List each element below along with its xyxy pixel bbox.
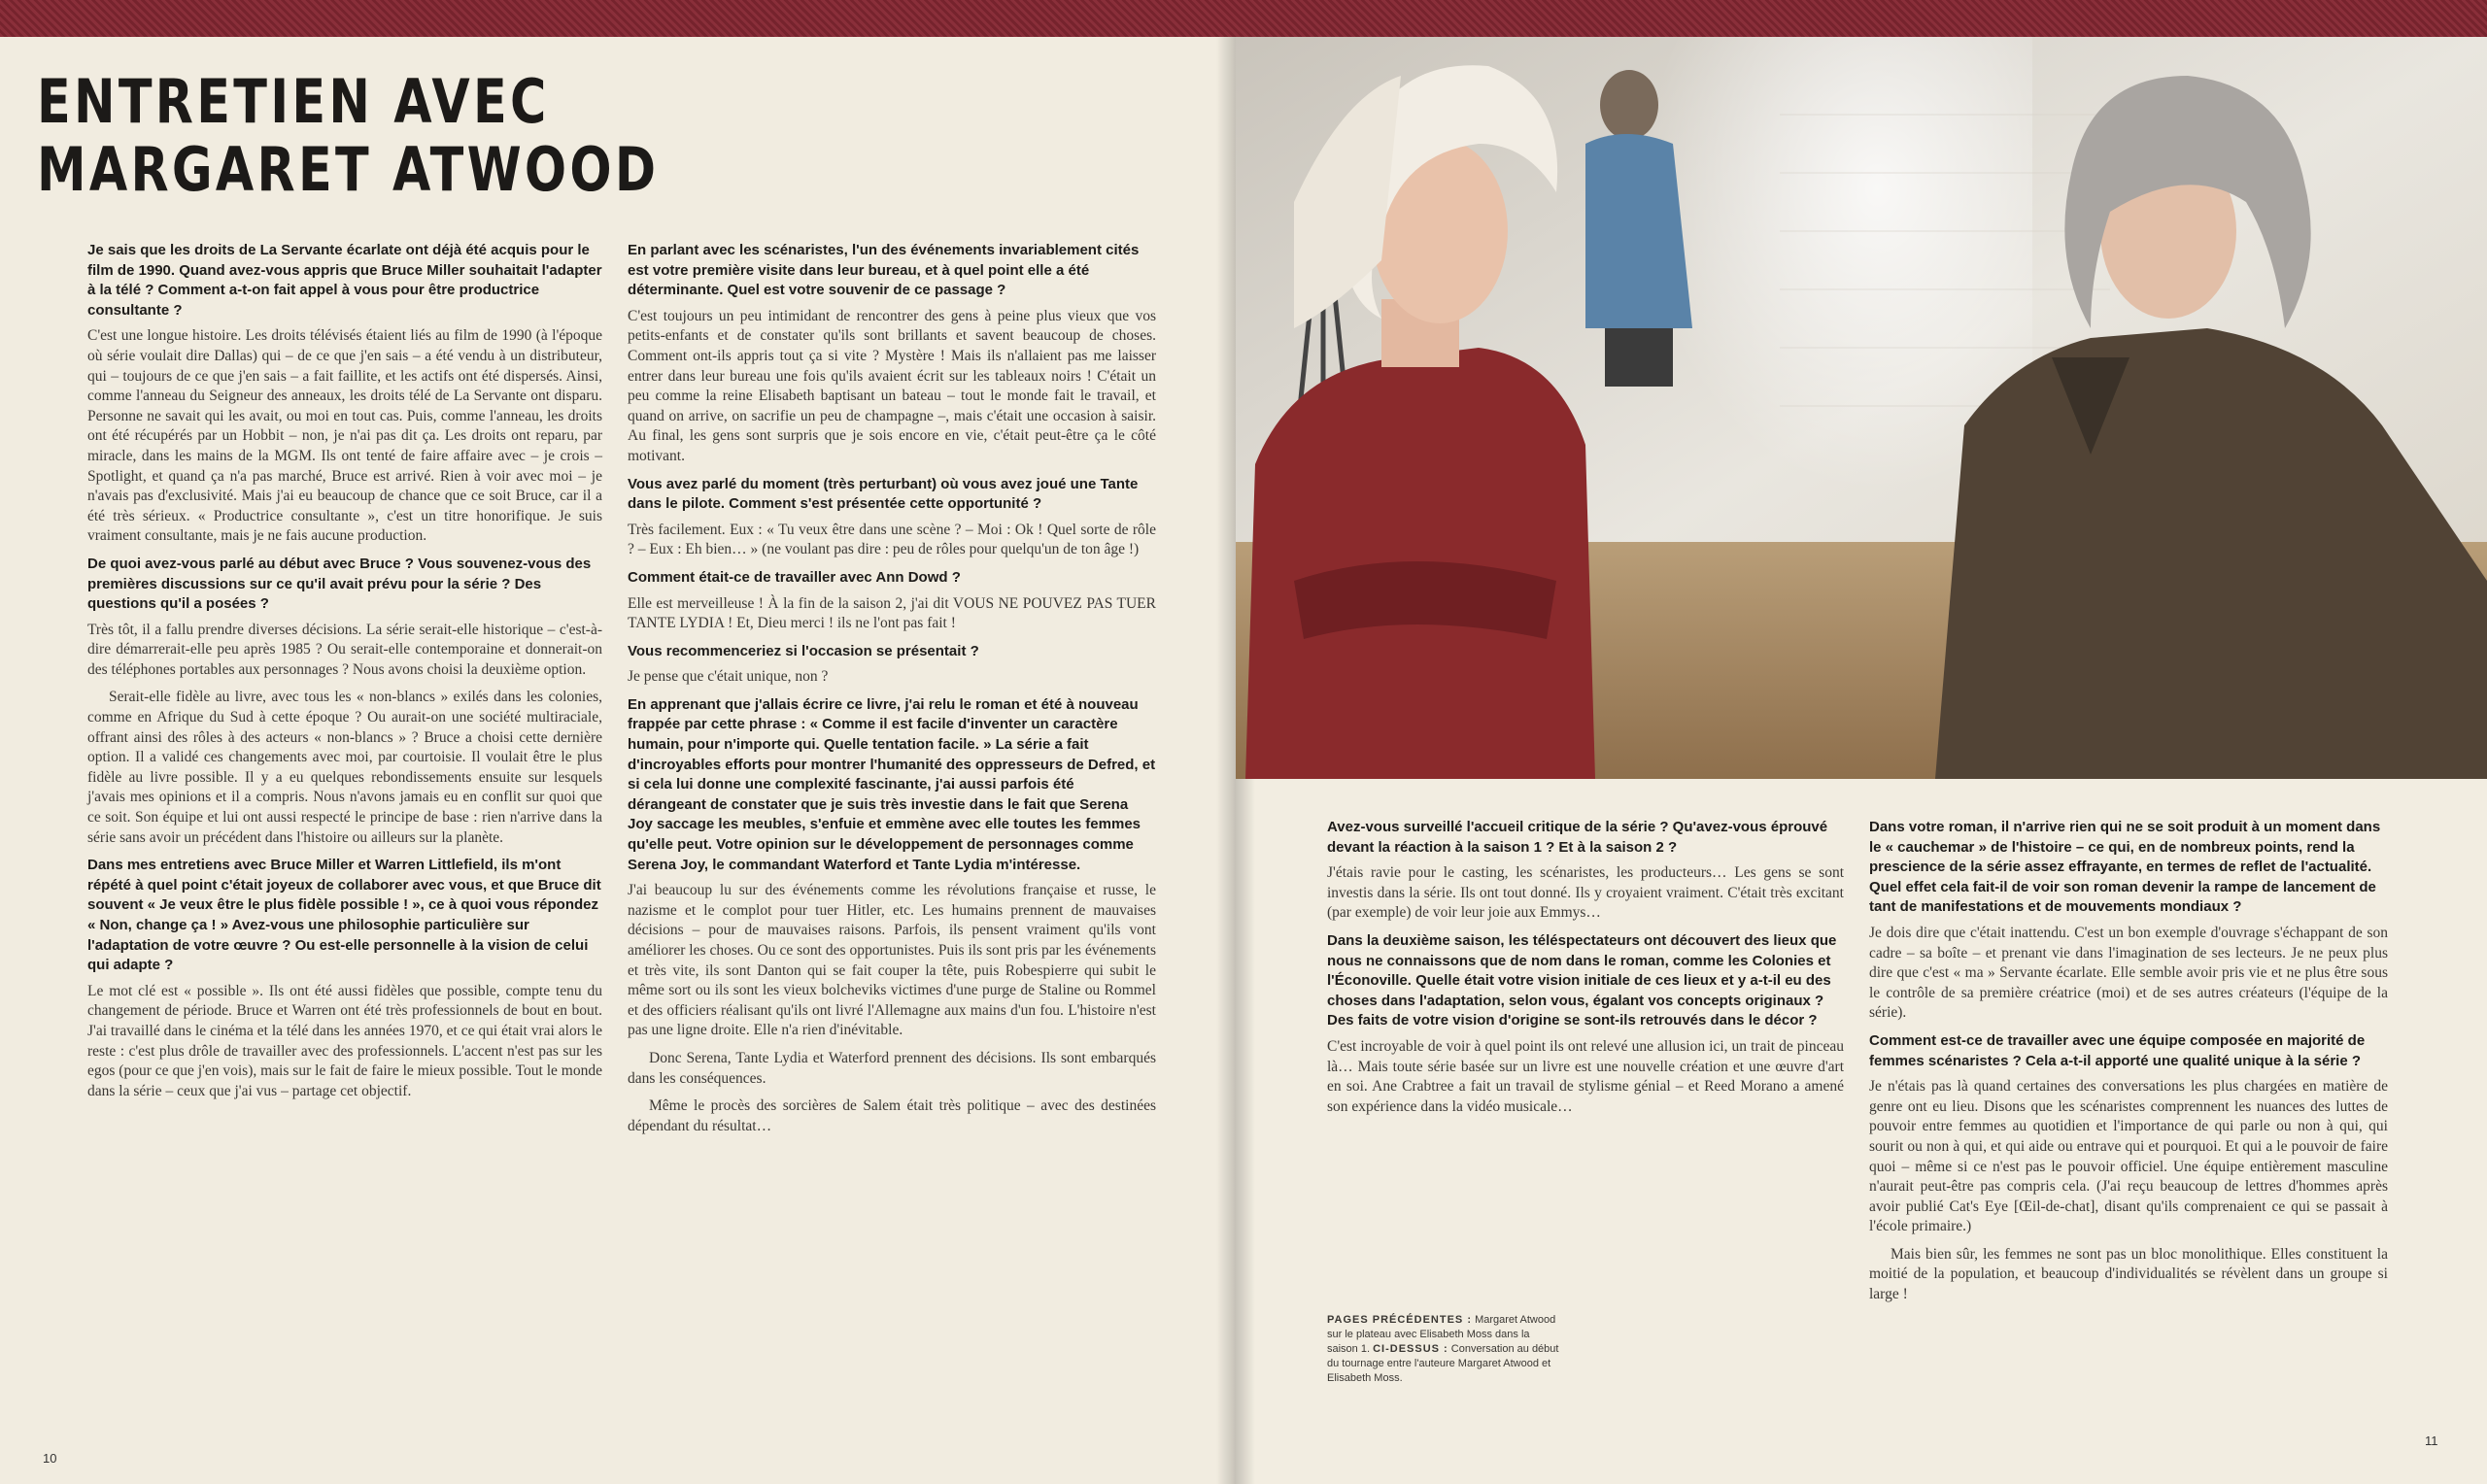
question: Dans la deuxième saison, les téléspectateurs ont découvert des lieux que nous ne connaissons que de nom dans le roman, comme les Colonies et l'Éconoville. Quelle était votre vision initiale de ces lieux et y a-t-il eu des choses dans l'adaptation, selon vous, égalant vos concepts originaux ? Des faits de votre vision d'origine se sont-ils retrouvés dans le décor ?: [1327, 931, 1837, 1029]
title-line-2: MARGARET ATWOOD: [37, 134, 660, 205]
question: Comment était-ce de travailler avec Ann Dowd ?: [628, 568, 961, 586]
caption-heading: CI-DESSUS :: [1373, 1343, 1448, 1355]
question: Avez-vous surveillé l'accueil critique de la série ? Qu'avez-vous éprouvé devant la réaction à la saison 1 ? Et à la saison 2 ?: [1327, 819, 1828, 856]
question: En apprenant que j'allais écrire ce livre, j'ai relu le roman et été à nouveau frappée par cette phrase : « Comme il est facile d'inventer un caractère humain, pour n'importe qui. Quelle tentation facile. » La série a fait d'incroyables efforts pour montrer l'humanité des oppresseurs de Defred, et si cela lui donne une complexité fascinante, j'ai aussi parfois été dérangeant de constater que je suis très investie dans le fait que Serena Joy saccage les meubles, s'enfuie et emmène avec elle toutes les femmes qu'elle peut. Votre opinion sur le développement de personnages comme Serena Joy, le commandant Waterford et Tante Lydia m'intéresse.: [628, 695, 1156, 873]
column-4: [1869, 818, 2388, 1313]
answer: Même le procès des sorcières de Salem était très politique – avec des destinées dépendant du résultat…: [628, 1097, 1156, 1134]
answer: Serait-elle fidèle au livre, avec tous les « non-blancs » exilés dans les colonies, comme en Afrique du Sud à cette époque ? Ou aurait-on une société multiraciale, offrant ainsi des rôles à des acteurs « non-blancs » ? Bruce a choisi cette dernière option. Il a validé ces changements avec moi, par courtoisie. Il voulait être le plus fidèle au livre possible. Il y a eu quelques rebondissements ensuite sur lesquels j'avais mes opinions et il a compris. Nous n'avons jamais eu en conflit sur quoi que ce soit. Son équipe et lui ont aussi respecté le principe de base : rien n'arrive dans la série sans avoir un précédent dans l'histoire ou ailleurs sur la planète.: [87, 689, 602, 846]
answer: J'ai beaucoup lu sur des événements comme les révolutions française et russe, le nazisme et le complot pour tuer Hitler, etc. Les humains prennent de mauvaises décisions – pour de mauvaises raisons. Parfois, ils pensent vraiment qu'ils vont améliorer les choses. Ou ce sont des opportunistes. Puis ils sont pris par les événements et très vite, ils sont Danton qui se fait couper la tête, puis Robespierre qui subit le même sort ou ils sont les vieux bolcheviks victimes d'une purge de Staline ou Rommel et des officiers réalisant qu'ils ont livré l'Allemagne aux mains d'un fou. L'histoire n'est pas une ligne droite. Elle n'a rien d'inévitable.: [628, 882, 1156, 1039]
page-number-left: 10: [43, 1451, 57, 1466]
photo-caption: [1327, 1313, 1560, 1386]
column-2: [628, 241, 1156, 1144]
caption-text: Margaret Atwood sur le plateau avec Elisabeth Moss dans la saison 1.: [1327, 1314, 1556, 1355]
scene-illustration: [1236, 37, 2487, 779]
answer: Le mot clé est « possible ». Ils ont été aussi fidèles que possible, compte tenu du changement de période. Bruce et Warren ont été très professionnels de bout en bout. J'ai travaillé dans le cinéma et la télé dans les années 1970, et ce qui était vrai alors le reste : c'est plus drôle de travailler avec des professionnels. L'accent n'est pas sur les egos (pour ce que j'en vois), mais sur le fait de faire le mieux possible. Tout le monde dans la série – ceux que j'ai vus – partage cet objectif.: [87, 982, 602, 1099]
answer: Je pense que c'était unique, non ?: [628, 668, 829, 686]
photo-atwood-moss: [1236, 37, 2487, 779]
answer: J'étais ravie pour le casting, les scénaristes, les producteurs… Les gens se sont investis dans la série. Ils ont tout donné. Ils y croyaient vraiment. C'était très excitant (par exemple) de voir leur joie aux Emmys…: [1327, 864, 1844, 922]
answer: Je n'étais pas là quand certaines des conversations les plus chargées en matière de genre ont eu lieu. Disons que les scénaristes comprennent les nuances des luttes de pouvoir entre femmes au quotidien et l'importance de qui parle ou non à qui, qui sourit ou non à qui, et qui aide ou entrave qui et pourquoi. Et qui a le pouvoir de faire quoi – même si ce n'est pas le pouvoir officiel. Une équipe entièrement masculine n'aurait peut-être pas compris cela. (J'ai reçu beaucoup de lettres d'hommes après avoir publié Cat's Eye [Œil-de-chat], disant qu'ils comprenaient ce qui se passait à l'école primaire.): [1869, 1078, 2388, 1235]
answer: Je dois dire que c'était inattendu. C'est un bon exemple d'ouvrage s'échappant de son cadre – sa boîte – et prenant vie dans l'imagination de ses lecteurs. Je ne peux plus dire que c'est « ma » Servante écarlate. Elle semble avoir pris vie et ne plus être sous le contrôle de sa première créatrice (moi) et de ses autres créateurs (l'équipe de la série).: [1869, 924, 2388, 1022]
answer: Très facilement. Eux : « Tu veux être dans une scène ? – Moi : Ok ! Quel sorte de rôle ? – Eux : Eh bien… » (ne voulant pas dire : peu de rôles pour quelqu'un de ton âge !): [628, 521, 1156, 558]
question: Comment est-ce de travailler avec une équipe composée en majorité de femmes scénaristes ? Cela a-t-il apporté une qualité unique à la série ?: [1869, 1031, 2366, 1069]
question: Je sais que les droits de La Servante écarlate ont déjà été acquis pour le film de 1990. Quand avez-vous appris que Bruce Miller souhaitait l'adapter à la télé ? Comment a-t-on fait appel à vous pour être productrice consultante ?: [87, 242, 602, 319]
question: Dans votre roman, il n'arrive rien qui ne se soit produit à un moment dans le « cauchemar » de l'histoire – ce qui, en de nombreux points, rend la prescience de la série assez effrayante, en termes de reflet de l'actualité. Quel effet cela fait-il de voir son roman devenir la rampe de lancement de tant de manifestations et de mouvements mondiaux ?: [1869, 819, 2381, 916]
caption-text: Conversation au début du tournage entre l'auteure Margaret Atwood et Elisabeth Moss.: [1327, 1343, 1559, 1384]
question: De quoi avez-vous parlé au début avec Bruce ? Vous souvenez-vous des premières discussions sur ce qu'il avait prévu pour la série ? Des questions qu'il a posées ?: [87, 555, 592, 613]
column-1: [87, 241, 602, 1109]
article-title: [37, 68, 659, 204]
question: Dans mes entretiens avec Bruce Miller et Warren Littlefield, ils m'ont répété à quel point c'était joyeux de collaborer avec vous, et que Bruce dit souvent « Je veux être le plus fidèle possible ! », ce à quoi vous répondez « Non, change ça ! » Avez-vous une philosophie particulière sur l'adaptation de votre œuvre ? Ou est-elle personnelle à la vision de celui qui adapte ?: [87, 857, 601, 974]
question: Vous recommenceriez si l'occasion se présentait ?: [628, 642, 979, 659]
answer: Donc Serena, Tante Lydia et Waterford prennent des décisions. Ils sont embarqués dans les conséquences.: [628, 1049, 1156, 1087]
answer: C'est toujours un peu intimidant de rencontrer des gens à peine plus vieux que vos petits-enfants et de constater qu'ils sont brillants et savent beaucoup de choses. Comment ont-ils appris tout ça si vite ? Mystère ! Mais ils n'allaient pas me laisser entrer dans leur bureau une fois qu'ils avaient écrit sur les tableaux noirs ! C'était un peu comme la reine Elisabeth baptisant un bateau – tout le monde fait le travail, et quand on arrive, on sacrifie un peu de champagne –, mais c'était une occasion à saisir. Au final, les gens sont surpris que je sois encore en vie, c'était peut-être ça le côté motivant.: [628, 307, 1156, 464]
binding-band: [0, 0, 2487, 37]
answer: Très tôt, il a fallu prendre diverses décisions. La série serait-elle historique – c'est-à-dire démarrerait-elle peu après 1985 ? Ou serait-elle contemporaine et donnerait-on des téléphones portables aux personnages ? Nous avons choisi la deuxième option.: [87, 621, 602, 678]
caption-heading: PAGES PRÉCÉDENTES :: [1327, 1314, 1472, 1326]
question: Vous avez parlé du moment (très perturbant) où vous avez joué une Tante dans le pilote. Comment s'est présentée cette opportunité ?: [628, 475, 1139, 513]
answer: C'est incroyable de voir à quel point ils ont relevé une allusion ici, un trait de pinceau là… Mais toute série basée sur un livre est une nouvelle création et une œuvre d'art en soi. Ane Crabtree a fait un travail de stylisme génial – et Reed Morano a amené son expérience dans la vidéo musicale…: [1327, 1037, 1844, 1115]
page-number-right: 11: [2425, 1433, 2438, 1448]
answer: Mais bien sûr, les femmes ne sont pas un bloc monolithique. Elles constituent la moitié de la population, et beaucoup d'individualités se révèlent dans un groupe si large !: [1869, 1245, 2388, 1303]
title-line-1: ENTRETIEN AVEC: [37, 66, 550, 137]
answer: Elle est merveilleuse ! À la fin de la saison 2, j'ai dit VOUS NE POUVEZ PAS TUER TANTE LYDIA ! Et, Dieu merci ! ils ne l'ont pas fait !: [628, 594, 1156, 632]
answer: C'est une longue histoire. Les droits télévisés étaient liés au film de 1990 (à l'époque où série voulait dire Dallas) qui – de ce que j'en sais – a été vendu à un distributeur, qui – toujours de ce que j'en sais – a fait faillite, et les actifs ont été dispersés. Ainsi, comme l'anneau du Seigneur des anneaux, les droits télé de La Servante ont disparu. Personne ne savait qui les avait, ou moi en tout cas. Puis, comme l'anneau, les droits ont été récupérés par un Hobbit – non, je n'ai pas dit ça. Les droits ont reparu, par miracle, dans les mains de la MGM. Ils ont tenté de faire affaire avec – je crois – Spotlight, et quand ça n'a pas marché, Bruce est arrivé. Rien à voir avec moi – je n'avais pas d'exclusivité. Mais j'ai eu beaucoup de chance que ce soit Bruce, car il a été très sérieux. « Productrice consultante », c'est un titre honorifique. Je suis vraiment consultante, mais je ne fais aucune production.: [87, 327, 602, 545]
question: En parlant avec les scénaristes, l'un des événements invariablement cités est votre première visite dans leur bureau, et à quel point elle a été déterminante. Quel est votre souvenir de ce passage ?: [628, 242, 1140, 299]
column-3: [1327, 818, 1844, 1125]
